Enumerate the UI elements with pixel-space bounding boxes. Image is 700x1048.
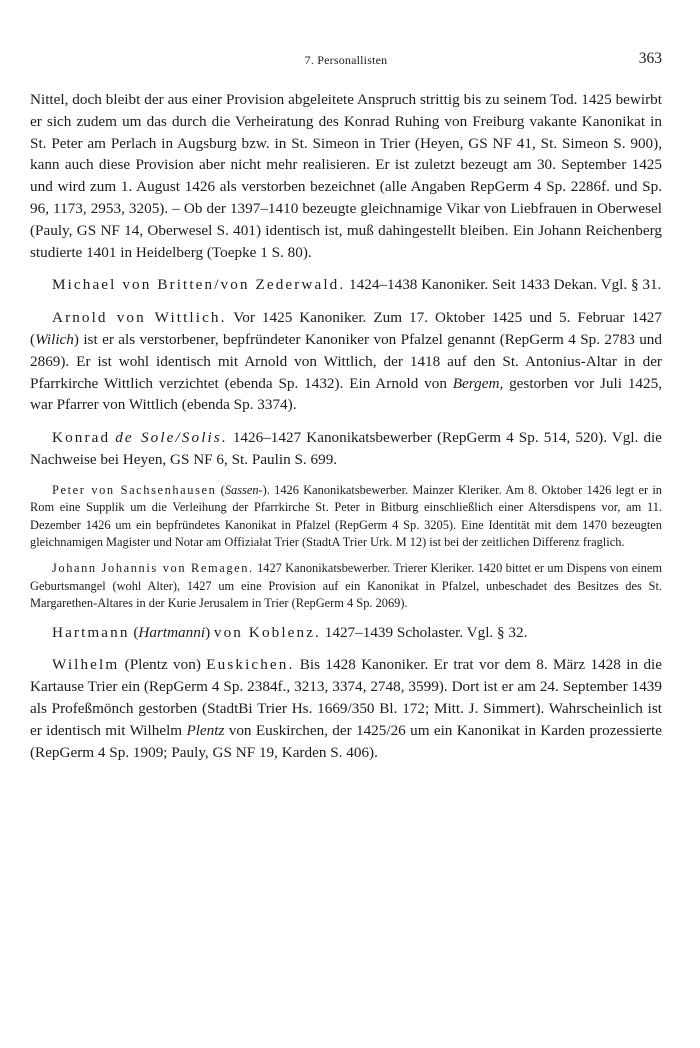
entry-name: Wilhelm xyxy=(52,656,120,674)
entry-text: 1424–1438 Kanoniker. Seit 1433 Dekan. Vgl. § 31. xyxy=(345,276,662,294)
entry-wilhelm-euskichen: Wilhelm (Plentz von) Euskichen. Bis 1428 Kanoniker. Er trat vor dem 8. März 1428 in die Kartause Trier ein (RepGerm 4 Sp. 2384f., 3213, 3374, 2748, 3599). Dort ist er am 24. September 1439 als Profeßmönch gestorben (StadtBi Trier Hs. 1669/350 Bl. 172; Mitt. J. Simmert). Wahrscheinlich ist er identisch mit Wilhelm Plentz von Euskirchen, der 1425/26 um ein Kanonikat in Karden prozessierte (RepGerm 4 Sp. 1909; Pauly, GS NF 19, Karden S. 406). xyxy=(30,656,662,761)
italic-term: Plentz xyxy=(186,721,225,739)
continuation-paragraph: Nittel, doch bleibt der aus einer Provision abgeleitete Anspruch strittig bis zu seinem Tod. 1425 bewirbt er sich zudem um das durch die Verheiratung des Konrad Ruhing von Freiburg vakante Kanonikat in St. Peter am Perlach in Augsburg bzw. in St. Simeon in Trier (Heyen, GS NF 41, St. Simeon S. 900), kann auch diese Provision aber nicht mehr realisieren. Er ist zuletzt bezeugt am 30. September 1425 und wird zum 1. August 1426 als verstorben bezeichnet (alle Angaben RepGerm 4 Sp. 2286f. und Sp. 96, 1173, 2953, 3205). – Ob der 1397–1410 bezeugte gleichnamige Vikar von Liebfrauen in Oberwesel (Pauly, GS NF 14, Oberwesel S. 401) identisch ist, muß dahingestellt bleiben. Ein Johann Reichenberg studierte 1401 in Heidelberg (Toepke 1 S. 80). xyxy=(30,91,662,261)
entry-arnold-von-wittlich: Arnold von Wittlich. Vor 1425 Kanoniker. Zum 17. Oktober 1425 und 5. Februar 1427 (Wilich) ist er als verstorbener, bepfründeter Kanoniker von Pfalzel genannt (RepGerm 4 Sp. 2783 und 2869). Er ist wohl identisch mit Arnold von Wittlich, der 1418 auf den St. Antonius-Altar in der Pfarrkirche Wittlich verzichtet (ebenda Sp. 1432). Ein Arnold von Bergem, gestorben vor Juli 1425, war Pfarrer von Wittlich (ebenda Sp. 3374). xyxy=(30,309,663,414)
entry-konrad-de-sole xyxy=(30,427,662,471)
entry-text: 1427–1439 Scholaster. Vgl. § 32. xyxy=(320,623,528,641)
entry-name: Johann Johannis von Remagen. xyxy=(52,561,254,576)
entry-name: Michael von Britten/von Zederwald. xyxy=(52,276,346,294)
running-title: 7. Personallisten xyxy=(304,53,388,67)
entry-name: Euskichen. xyxy=(206,656,295,674)
entry-name: Konrad xyxy=(52,429,111,447)
entry-name: Arnold von Wittlich. xyxy=(52,309,227,327)
entry-text: 1427 Kanonikatsbewerber. Trierer Kleriker. 1420 bittet er um Dispens von einem Geburtsmangel (wohl Alter), 1427 um eine Provision auf ein Kanonikat in Pfalzel, unbeschadet des Besitzes des St. Margarethen-Altares in der Kurie Jerusalem in Trier (RepGerm 4 Sp. 2069). xyxy=(30,561,662,611)
italic-term: Hartmanni xyxy=(138,623,206,641)
page-body xyxy=(30,89,662,763)
entry-text: 1426–1427 Kanonikatsbewerber (RepGerm 4 Sp. 514, 520). Vgl. die Nachweise bei Heyen, GS NF 6, St. Paulin S. 699. xyxy=(30,429,663,468)
entry-name: von Koblenz. xyxy=(213,623,321,641)
italic-term: Wilich xyxy=(35,330,74,348)
italic-term: Sassen- xyxy=(224,482,263,497)
entry-michael-von-britten xyxy=(30,274,662,296)
page-header xyxy=(30,50,662,70)
entry-peter-von-sachsenhausen: Peter von Sachsenhausen (Sassen-). 1426 Kanonikatsbewerber. Mainzer Kleriker. Am 8. Oktober 1426 legt er in Rom eine Supplik um die Verleihung der Pfarrkirche St. Peter in Bitburg einschließlich einer Altersdispens vor, am 11. Dezember 1426 um ein bepfründetes Kanonikat in Pfalzel (RepGerm 4 Sp. 3205). Eine Identität mit dem 1470 bezeugten gleichnamigen Magister und Notar am Offizialat Trier (StadtA Trier Urk. M 12) ist bei der zeitlichen Differenz fraglich. xyxy=(30,482,662,549)
entry-name: Hartmann xyxy=(52,623,130,641)
page-number: 363 xyxy=(638,50,662,67)
entry-johann-johannis-von-remagen xyxy=(30,560,662,612)
entry-hartmann-von-koblenz: Hartmann (Hartmanni) von Koblenz. 1427–1439 Scholaster. Vgl. § 32. xyxy=(52,623,528,641)
italic-term: Bergem xyxy=(452,374,500,392)
entry-name: Peter von Sachsenhausen xyxy=(52,482,217,497)
entry-name-italic: de Sole/Solis. xyxy=(115,429,228,447)
